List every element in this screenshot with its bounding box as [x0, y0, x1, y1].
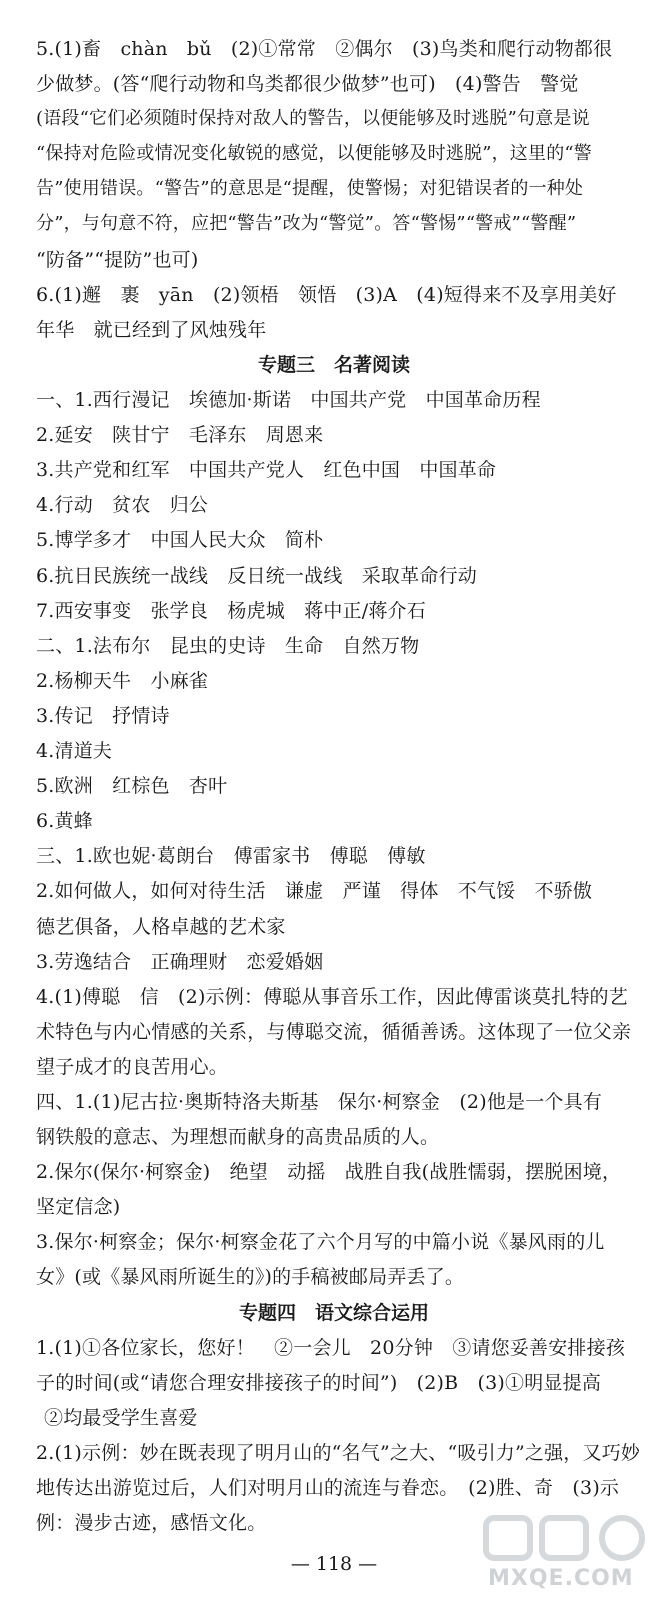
page-number: — 118 —	[290, 1553, 378, 1575]
text-line: 3.劳逸结合 正确理财 恋爱婚姻	[36, 951, 324, 973]
text-line: 2.保尔(保尔·柯察金) 绝望 动摇 战胜自我(战胜懦弱，摆脱困境，	[36, 1161, 622, 1183]
text-line: 6.(1)邂 裹 yān (2)领梧 领悟 (3)A (4)短得来不及享用美好	[36, 284, 617, 306]
text-line: 子的时间(或“请您合理安排接孩子的时间”) (2)B (3)①明显提高	[36, 1372, 602, 1394]
text-line: 坚定信念)	[36, 1196, 121, 1218]
text-line: 少做梦。(答“爬行动物和鸟类都很少做梦”也可) (4)警告 警觉	[36, 73, 579, 95]
text-line: 术特色与内心情感的关系，与傅聪交流，循循善诱。这体现了一位父亲	[36, 1021, 632, 1043]
text-line: 5.博学多才 中国人民大众 简朴	[36, 529, 324, 551]
text-line: 告”使用错误。“警告”的意思是“提醒，使警惕；对犯错误者的一种处	[36, 178, 584, 199]
text-line: 2.杨柳天牛 小麻雀	[36, 670, 209, 692]
text-line: 6.抗日民族统一战线 反日统一战线 采取革命行动	[36, 565, 477, 587]
text-line: 一、1.西行漫记 埃德加·斯诺 中国共产党 中国革命历程	[36, 389, 541, 411]
text-line: 2.如何做人，如何对待生活 谦虚 严谨 得体 不气馁 不骄傲	[36, 880, 593, 902]
text-line: 2.延安 陕甘宁 毛泽东 周恩来	[36, 424, 324, 446]
text-line: ②均最受学生喜爱	[44, 1407, 198, 1429]
section-heading: 专题四 语文综合运用	[238, 1302, 429, 1324]
text-line: 5.欧洲 红棕色 杏叶	[36, 775, 228, 797]
text-line: 4.(1)傅聪 信 (2)示例：傅聪从事音乐工作，因此傅雷谈莫扎特的艺	[36, 986, 628, 1008]
text-line: 望子成才的良苦用心。	[36, 1056, 229, 1078]
text-line: 6.黄蜂	[36, 810, 93, 832]
text-line: 二、1.法布尔 昆虫的史诗 生命 自然万物	[36, 635, 420, 657]
text-line: (语段“它们必须随时保持对敌人的警告，以便能够及时逃脱”句意是说	[36, 108, 590, 129]
text-line: 3.保尔·柯察金；保尔·柯察金花了六个月写的中篇小说《暴风雨的儿	[36, 1231, 605, 1253]
text-line: 地传达出游览过后，人们对明月山的流连与眷恋。 (2)胜、奇 (3)示	[36, 1477, 620, 1499]
text-line: 德艺俱备，人格卓越的艺术家	[36, 916, 286, 938]
text-line: 4.清道夫	[36, 740, 113, 762]
text-line: 女》(或《暴风雨所诞生的》)的手稿被邮局弄丢了。	[36, 1266, 465, 1288]
text-line: 1.(1)①各位家长，您好！ ②一会儿 20分钟 ③请您妥善安排接孩	[36, 1337, 626, 1359]
text-line: 2.(1)示例：妙在既表现了明月山的“名气”之大、“吸引力”之强，又巧妙	[36, 1442, 641, 1464]
watermark-text: MXQE.COM	[488, 1566, 634, 1591]
text-line: 3.传记 抒情诗	[36, 705, 170, 727]
section-heading: 专题三 名著阅读	[257, 354, 410, 376]
text-line: “保持对危险或情况变化敏锐的感觉，以便能够及时逃脱”，这里的“警	[36, 143, 593, 164]
text-line: 例：漫步古迹，感悟文化。	[36, 1512, 267, 1534]
text-line: 三、1.欧也妮·葛朗台 傅雷家书 傅聪 傅敏	[36, 845, 426, 867]
text-line: 四、1.(1)尼古拉·奥斯特洛夫斯基 保尔·柯察金 (2)他是一个具有	[36, 1091, 603, 1113]
text-line: 7.西安事变 张学良 杨虎城 蒋中正/蒋介石	[36, 600, 426, 622]
text-line: “防备”“提防”也可)	[36, 249, 199, 271]
text-line: 年华 就已经到了风烛残年	[36, 319, 267, 341]
text-line: 3.共产党和红军 中国共产党人 红色中国 中国革命	[36, 459, 497, 481]
text-line: 分”，与句意不符，应把“警告”改为“警觉”。答“警惕”“警戒”“警醒”	[36, 213, 577, 234]
text-line: 钢铁般的意志、为理想而献身的高贵品质的人。	[36, 1126, 440, 1148]
text-line: 4.行动 贫农 归公	[36, 494, 209, 516]
text-line: 5.(1)畜 chàn bǔ (2)①常常 ②偶尔 (3)鸟类和爬行动物都很	[36, 38, 613, 60]
